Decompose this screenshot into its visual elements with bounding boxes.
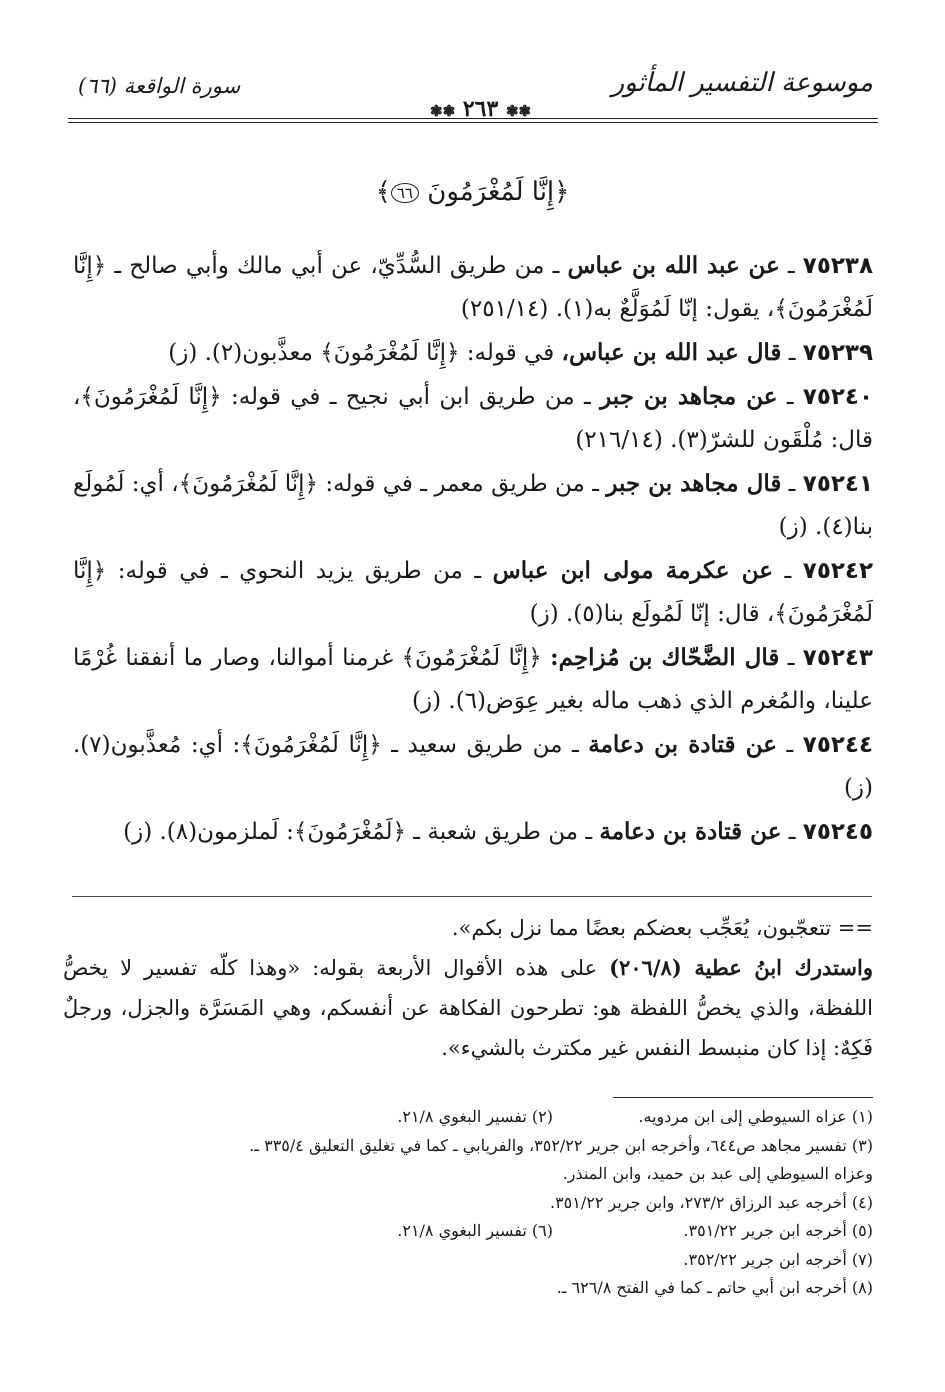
footnote-rule [613, 1097, 873, 1098]
footnote: (٤) أخرجه عبد الرزاق ٢٧٣/٢، وابن جرير ٣٥١/٢٢. [549, 1192, 873, 1212]
commentary-paragraph [63, 948, 873, 1068]
narration-entry: ٧٥٢٤٣ ـ قال الضَّحّاك بن مُزاحِم: ﴿إِنَّا لَمُغْرَمُونَ﴾ غرمنا أموالنا، وصار ما أنفقنا غُرْمًا علينا، والمُغرم الذي ذهب ماله بغير عِوَض(٦). (ز) [73, 644, 873, 714]
narration-text: ـ من طريق السُّدِّيّ، عن أبي مالك وأبي صالح ـ ﴿إِنَّا لَمُغْرَمُونَ﴾، يقول: إنّا لَمُوَلَّعٌ به(١). (٢٥١/١٤) [73, 253, 873, 322]
footnote-line [73, 1217, 873, 1246]
narration-entry: ٧٥٢٤٢ ـ عن عكرمة مولى ابن عباس ـ من طريق يزيد النحوي ـ في قوله: ﴿إِنَّا لَمُغْرَمُونَ﴾، قال: إنّا لَمُولَع بنا(٥). (ز) [73, 557, 873, 627]
surah-title: سورة الواقعة (٦٦) [78, 74, 241, 98]
narration-number: ٧٥٢٤١ [802, 471, 873, 497]
narration-number: ٧٥٢٣٩ [802, 340, 873, 366]
narrator-name: عن مجاهد بن جبر [600, 383, 778, 410]
narration-text: ـ من طريق معمر ـ في قوله: ﴿إِنَّا لَمُغْرَمُونَ﴾، أي: لَمُولَع بنا(٤). (ز) [73, 471, 873, 540]
book-title: موسوعة التفسير المأثور [611, 68, 873, 98]
narration-list [73, 244, 873, 854]
narration-text: ـ من طريق شعبة ـ ﴿لَمُغْرَمُونَ﴾: لَملزمون(٨). (ز) [123, 819, 593, 845]
verse-heading [0, 177, 945, 207]
footnote: (١) عزاه السيوطي إلى ابن مردويه. [638, 1107, 873, 1126]
body-separator [72, 896, 872, 897]
footnote-line [73, 1274, 873, 1303]
footnote-line [73, 1160, 873, 1189]
narration-number: ٧٥٢٣٨ [802, 253, 873, 279]
footnote: (٦) تفسير البغوي ٢١/٨. [397, 1221, 553, 1240]
narration-text: ﴿إِنَّا لَمُغْرَمُونَ﴾ غرمنا أموالنا، وصار ما أنفقنا غُرْمًا علينا، والمُغرم الذي ذهب ماله بغير عِوَض(٦). (ز) [73, 645, 873, 714]
narration-entry: ٧٥٢٤٥ ـ عن قتادة بن دعامة ـ من طريق شعبة ـ ﴿لَمُغْرَمُونَ﴾: لَملزمون(٨). (ز) [123, 818, 873, 845]
ornament-right-icon: ❃⁠❃ [505, 102, 532, 120]
page-number: ٢٦٣ [462, 96, 499, 122]
narration-number: ٧٥٢٤٥ [802, 819, 873, 845]
footnote: (٧) أخرجه ابن جرير ٣٥٢/٢٢. [683, 1249, 873, 1269]
narrator-name: عن قتادة بن دعامة [599, 818, 782, 845]
footnote-line [73, 1246, 873, 1275]
narration-entry: ٧٥٢٤٠ ـ عن مجاهد بن جبر ـ من طريق ابن أبي نجيح ـ في قوله: ﴿إِنَّا لَمُغْرَمُونَ﴾، قال: مُلْقَون للشرّ(٣). (٢١٦/١٤) [73, 383, 874, 453]
commentary-text: على هذه الأقوال الأربعة بقوله: «وهذا كلّه تفسير لا يخصُّ اللفظة، والذي يخصُّ اللفظة هو: تطرحون الفكاهة عن أنفسكم، وهي المَسَرَّة والجزل، ورجلٌ فَكِهٌ: إذا كان منبسط النفس غير مكترث بالشيء». [63, 956, 873, 1060]
narration-number: ٧٥٢٤٢ [802, 558, 873, 584]
narration-entry: ٧٥٢٣٨ ـ عن عبد الله بن عباس ـ من طريق السُّدِّيّ، عن أبي مالك وأبي صالح ـ ﴿إِنَّا لَمُغْرَمُونَ﴾، يقول: إنّا لَمُوَلَّعٌ به(١). (٢٥١/١٤) [73, 252, 873, 322]
verse-close: ﴾ [375, 177, 391, 207]
narrator-name: قال الضَّحّاك بن مُزاحِم: [550, 644, 780, 671]
header-rule-thin [68, 122, 878, 123]
footnote-line [73, 1132, 873, 1161]
narration-entry: ٧٥٢٣٩ ـ قال عبد الله بن عباس، في قوله: ﴿إِنَّا لَمُغْرَمُونَ﴾ معذَّبون(٢). (ز) [168, 339, 873, 366]
narration-number: ٧٥٢٤٣ [802, 645, 873, 671]
verse-text: ﴿إِنَّا لَمُغْرَمُونَ [427, 177, 570, 207]
narration-text: ـ من طريق ابن أبي نجيح ـ في قوله: ﴿إِنَّا لَمُغْرَمُونَ﴾، قال: مُلْقَون للشرّ(٣). (٢١٦/١٤) [73, 384, 873, 453]
narration-text: في قوله: ﴿إِنَّا لَمُغْرَمُونَ﴾ معذَّبون(٢). (ز) [168, 340, 555, 366]
footnote-line [73, 1103, 873, 1132]
narration-number: ٧٥٢٤٤ [802, 732, 873, 758]
footnote-line [73, 1189, 873, 1218]
footnote: وعزاه السيوطي إلى عبد بن حميد، وابن المنذر. [562, 1164, 873, 1183]
narration-text: ـ من طريق سعيد ـ ﴿إِنَّا لَمُغْرَمُونَ﴾: أي: مُعذَّبون(٧). (ز) [73, 732, 873, 801]
continued-commentary [63, 908, 873, 1068]
narration-number: ٧٥٢٤٠ [802, 384, 874, 410]
narrator-name: عن قتادة بن دعامة [588, 731, 777, 758]
commentary-carryover: == تتعجّبون، يُعَجِّب بعضكم بعضًا مما نزل بكم». [451, 916, 873, 940]
footnote: (٨) أخرجه ابن أبي حاتم ـ كما في الفتح ٦٢٦/٨ ـ. [556, 1278, 873, 1297]
footnote: (٢) تفسير البغوي ٢١/٨. [397, 1107, 553, 1126]
verse-number: ٦٦ [391, 183, 419, 203]
narration-text: ـ من طريق يزيد النحوي ـ في قوله: ﴿إِنَّا لَمُغْرَمُونَ﴾، قال: إنّا لَمُولَع بنا(٥). (ز) [73, 558, 873, 627]
narration-entry: ٧٥٢٤١ ـ قال مجاهد بن جبر ـ من طريق معمر ـ في قوله: ﴿إِنَّا لَمُغْرَمُونَ﴾، أي: لَمُولَع بنا(٤). (ز) [73, 470, 873, 540]
commentary-lead: واستدرك ابنُ عطية (٢٠٦/٨) [609, 955, 873, 980]
footnote: (٥) أخرجه ابن جرير ٣٥١/٢٢. [683, 1221, 873, 1240]
narrator-name: قال عبد الله بن عباس، [561, 339, 782, 366]
header-rule [68, 118, 878, 119]
footnotes [73, 1103, 873, 1303]
narrator-name: عن عبد الله بن عباس [567, 252, 780, 279]
narrator-name: عن عكرمة مولى ابن عباس [492, 557, 773, 584]
ornament-left-icon: ❃⁠❃ [430, 102, 456, 120]
narrator-name: قال مجاهد بن جبر [606, 470, 782, 497]
narration-entry: ٧٥٢٤٤ ـ عن قتادة بن دعامة ـ من طريق سعيد ـ ﴿إِنَّا لَمُغْرَمُونَ﴾: أي: مُعذَّبون(٧). (ز) [73, 731, 873, 801]
footnote: (٣) تفسير مجاهد ص٦٤٤، وأخرجه ابن جرير ٣٥٢/٢٢، والفريابي ـ كما في تغليق التعليق ٣٣٥/٤ ـ. [249, 1135, 873, 1155]
